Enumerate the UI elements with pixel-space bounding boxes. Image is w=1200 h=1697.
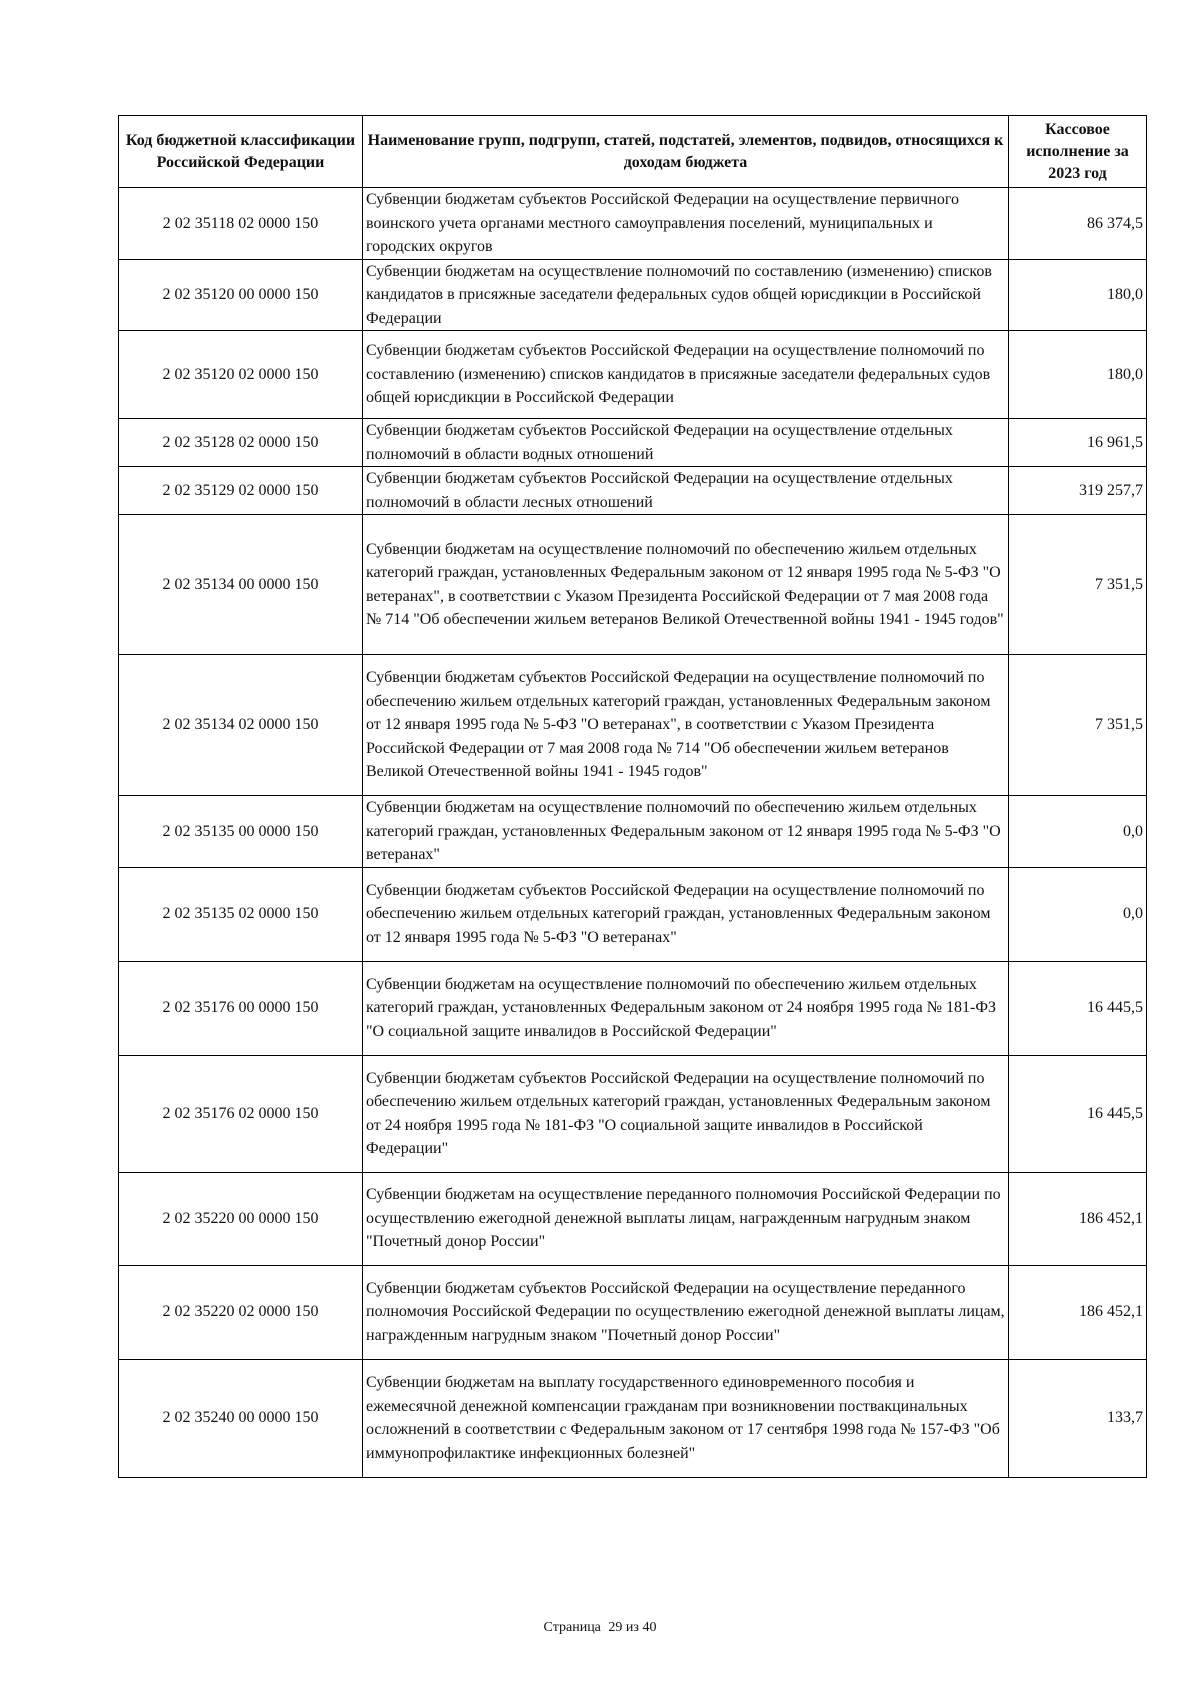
- row-amount: 86 374,5: [1009, 188, 1147, 260]
- row-name: Субвенции бюджетам на осуществление полномочий по обеспечению жильем отдельных категорий граждан, установленных Федеральным законом от 12 января 1995 года № 5-ФЗ "О ветеранах", в соответствии с Указом Президента Российской Федерации от 7 мая 2008 года № 714 "Об обеспечении жильем ветеранов Великой Отечественной войны 1941 - 1945 годов": [363, 515, 1009, 655]
- table-row: [119, 515, 1147, 655]
- table-row: [119, 419, 1147, 467]
- page-label: Страница: [543, 1620, 601, 1635]
- row-name: Субвенции бюджетам на осуществление полномочий по составлению (изменению) списков кандидатов в присяжные заседатели федеральных судов общей юрисдикции в Российской Федерации: [363, 259, 1009, 331]
- row-name: Субвенции бюджетам на осуществление полномочий по обеспечению жильем отдельных категорий граждан, установленных Федеральным законом от 12 января 1995 года № 5-ФЗ "О ветеранах": [363, 796, 1009, 868]
- row-name: Субвенции бюджетам субъектов Российской Федерации на осуществление переданного полномочия Российской Федерации по осуществлению ежегодной денежной выплаты лицам, награжденным нагрудным знаком "Почетный донор России": [363, 1265, 1009, 1359]
- header-code: Код бюджетной классификации Российской Федерации: [119, 116, 363, 188]
- row-name: Субвенции бюджетам субъектов Российской Федерации на осуществление полномочий по обеспечению жильем отдельных категорий граждан, установленных Федеральным законом от 12 января 1995 года № 5-ФЗ "О ветеранах", в соответствии с Указом Президента Российской Федерации от 7 мая 2008 года № 714 "Об обеспечении жильем ветеранов Великой Отечественной войны 1941 - 1945 годов": [363, 655, 1009, 796]
- row-amount: 7 351,5: [1009, 515, 1147, 655]
- table-row: [119, 188, 1147, 260]
- row-amount: 7 351,5: [1009, 655, 1147, 796]
- row-code: 2 02 35134 00 0000 150: [119, 515, 363, 655]
- row-name: Субвенции бюджетам субъектов Российской Федерации на осуществление первичного воинского учета органами местного самоуправления поселений, муниципальных и городских округов: [363, 188, 1009, 260]
- row-code: 2 02 35220 02 0000 150: [119, 1265, 363, 1359]
- table-row: [119, 796, 1147, 868]
- row-name: Субвенции бюджетам субъектов Российской Федерации на осуществление полномочий по составлению (изменению) списков кандидатов в присяжные заседатели федеральных судов общей юрисдикции в Российской Федерации: [363, 331, 1009, 419]
- table-row: [119, 467, 1147, 515]
- row-code: 2 02 35134 02 0000 150: [119, 655, 363, 796]
- table-row: [119, 867, 1147, 961]
- table-row: [119, 1359, 1147, 1477]
- row-amount: 180,0: [1009, 331, 1147, 419]
- row-code: 2 02 35240 00 0000 150: [119, 1359, 363, 1477]
- page-of-label: из: [625, 1620, 639, 1635]
- table-row: [119, 331, 1147, 419]
- row-code: 2 02 35120 02 0000 150: [119, 331, 363, 419]
- row-name: Субвенции бюджетам на выплату государственного единовременного пособия и ежемесячной денежной компенсации гражданам при возникновении поствакцинальных осложнений в соответствии с Федеральным законом от 17 сентября 1998 года № 157-ФЗ "Об иммунопрофилактике инфекционных болезней": [363, 1359, 1009, 1477]
- row-code: 2 02 35120 00 0000 150: [119, 259, 363, 331]
- row-name: Субвенции бюджетам на осуществление полномочий по обеспечению жильем отдельных категорий граждан, установленных Федеральным законом от 24 ноября 1995 года № 181-ФЗ "О социальной защите инвалидов в Российской Федерации": [363, 961, 1009, 1055]
- row-amount: 16 961,5: [1009, 419, 1147, 467]
- row-amount: 186 452,1: [1009, 1265, 1147, 1359]
- row-amount: 0,0: [1009, 867, 1147, 961]
- row-name: Субвенции бюджетам субъектов Российской Федерации на осуществление полномочий по обеспечению жильем отдельных категорий граждан, установленных Федеральным законом от 24 ноября 1995 года № 181-ФЗ "О социальной защите инвалидов в Российской Федерации": [363, 1055, 1009, 1172]
- row-code: 2 02 35128 02 0000 150: [119, 419, 363, 467]
- table-row: [119, 1265, 1147, 1359]
- table-row: [119, 655, 1147, 796]
- revenue-table: [118, 115, 1147, 1478]
- row-code: 2 02 35176 02 0000 150: [119, 1055, 363, 1172]
- row-code: 2 02 35135 02 0000 150: [119, 867, 363, 961]
- row-amount: 16 445,5: [1009, 1055, 1147, 1172]
- row-code: 2 02 35135 00 0000 150: [119, 796, 363, 868]
- table-row: [119, 961, 1147, 1055]
- row-code: 2 02 35176 00 0000 150: [119, 961, 363, 1055]
- row-amount: 0,0: [1009, 796, 1147, 868]
- page-footer: [0, 1620, 1200, 1636]
- row-name: Субвенции бюджетам субъектов Российской Федерации на осуществление полномочий по обеспечению жильем отдельных категорий граждан, установленных Федеральным законом от 12 января 1995 года № 5-ФЗ "О ветеранах": [363, 867, 1009, 961]
- header-amount: Кассовое исполнение за 2023 год: [1009, 116, 1147, 188]
- row-amount: 186 452,1: [1009, 1172, 1147, 1265]
- row-name: Субвенции бюджетам на осуществление переданного полномочия Российской Федерации по осуществлению ежегодной денежной выплаты лицам, награжденным нагрудным знаком "Почетный донор России": [363, 1172, 1009, 1265]
- header-name: Наименование групп, подгрупп, статей, подстатей, элементов, подвидов, относящихся к доходам бюджета: [363, 116, 1009, 188]
- row-amount: 319 257,7: [1009, 467, 1147, 515]
- row-amount: 133,7: [1009, 1359, 1147, 1477]
- page-total: 40: [642, 1620, 657, 1635]
- table-row: [119, 1172, 1147, 1265]
- page-number: 29: [608, 1620, 623, 1635]
- row-amount: 180,0: [1009, 259, 1147, 331]
- row-code: 2 02 35118 02 0000 150: [119, 188, 363, 260]
- row-code: 2 02 35220 00 0000 150: [119, 1172, 363, 1265]
- row-amount: 16 445,5: [1009, 961, 1147, 1055]
- table-row: [119, 259, 1147, 331]
- row-name: Субвенции бюджетам субъектов Российской Федерации на осуществление отдельных полномочий в области водных отношений: [363, 419, 1009, 467]
- row-name: Субвенции бюджетам субъектов Российской Федерации на осуществление отдельных полномочий в области лесных отношений: [363, 467, 1009, 515]
- table-row: [119, 1055, 1147, 1172]
- table-header-row: [119, 116, 1147, 188]
- row-code: 2 02 35129 02 0000 150: [119, 467, 363, 515]
